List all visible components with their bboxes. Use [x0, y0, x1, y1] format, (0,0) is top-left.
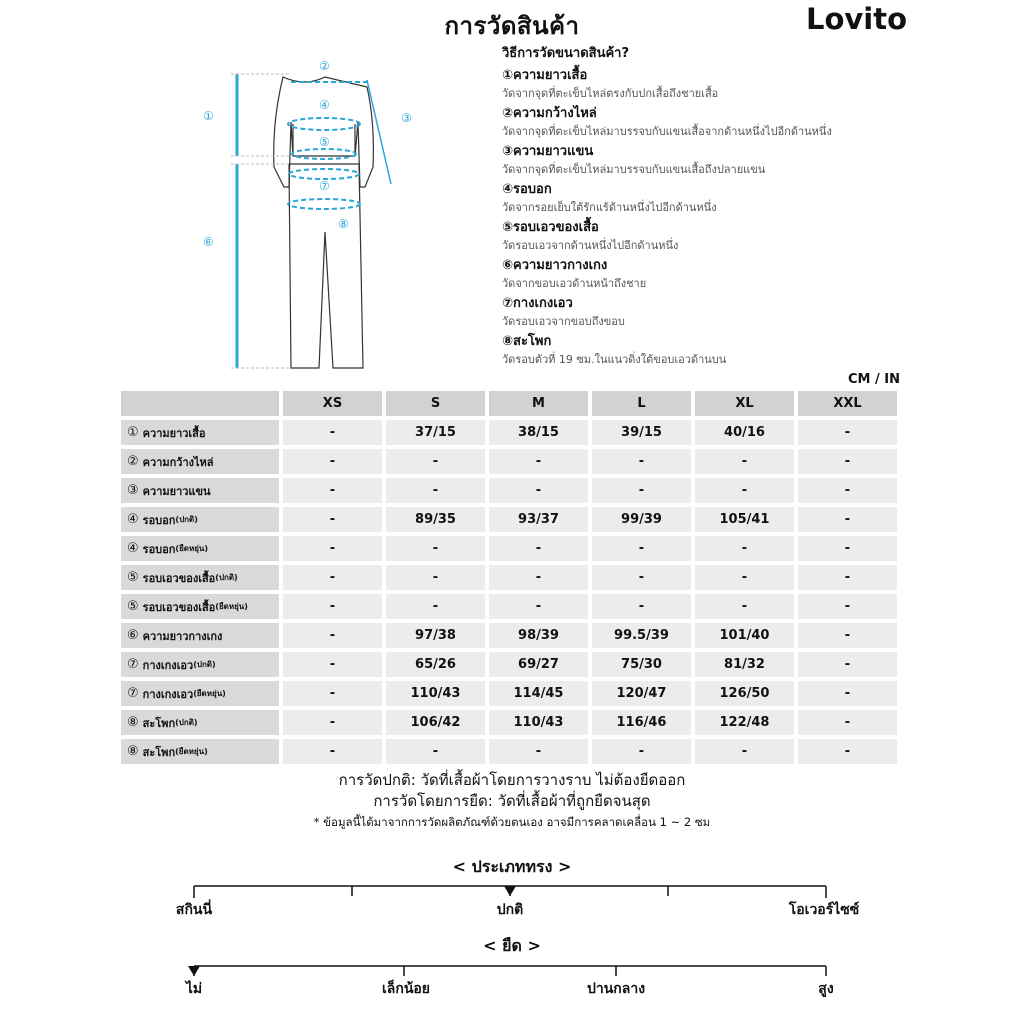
guide-item-title: ②ความกว้างไหล่ — [502, 106, 597, 121]
note-disclaimer: * ข้อมูลนี้ได้มาจากการวัดผลิตภัณฑ์ด้วยตนเอง อาจมีการคลาดเคลื่อน 1 ~ 2 ซม — [313, 815, 711, 829]
row-number: ⑤ — [127, 570, 139, 585]
table-row — [121, 652, 902, 677]
row-number: ⑥ — [127, 628, 139, 643]
row-label-note: (ยืดหยุ่น) — [193, 689, 226, 698]
row-number: ⑧ — [127, 715, 139, 730]
table-header-row — [121, 391, 902, 416]
size-value-cell: - — [798, 478, 897, 503]
guide-item-desc: วัดจากจุดที่ตะเข็บไหล่ตรงกับปกเสื้อถึงชายเสื้อ — [502, 87, 719, 100]
size-value-cell: - — [798, 507, 897, 532]
size-header: XXL — [798, 391, 897, 416]
size-value-cell: - — [798, 623, 897, 648]
garment-measurement-figure — [195, 52, 435, 382]
marker-4: ④ — [319, 98, 330, 112]
guide-item-title: ⑤รอบเอวของเสื้อ — [502, 220, 599, 235]
size-value-cell: - — [798, 739, 897, 764]
size-value-cell: 99/39 — [592, 507, 691, 532]
row-label-text: รอบเอวของเสื้อ — [142, 600, 216, 614]
guide-item — [502, 218, 922, 254]
size-header: S — [386, 391, 485, 416]
size-value-cell: - — [386, 739, 485, 764]
guide-item — [502, 142, 922, 178]
row-label-text: ความกว้างไหล่ — [142, 455, 214, 469]
marker-1: ① — [203, 109, 214, 123]
size-value-cell: - — [283, 507, 382, 532]
size-value-cell: - — [798, 594, 897, 619]
row-label — [121, 565, 279, 590]
size-value-cell: 81/32 — [695, 652, 794, 677]
guide-item-desc: วัดจากขอบเอวด้านหน้าถึงชาย — [502, 277, 647, 290]
size-header: XS — [283, 391, 382, 416]
size-value-cell: - — [798, 710, 897, 735]
row-label-note: (ปกติ) — [193, 660, 216, 669]
row-label-text: สะโพก — [142, 745, 176, 759]
size-value-cell: 106/42 — [386, 710, 485, 735]
row-number: ④ — [127, 541, 139, 556]
size-value-cell: - — [283, 536, 382, 561]
row-label-note: (ยืดหยุ่น) — [215, 602, 248, 611]
row-label-text: ความยาวกางเกง — [142, 629, 223, 643]
size-value-cell: - — [695, 594, 794, 619]
guide-item — [502, 104, 922, 140]
fit-label-oversize: โอเวอร์ไซซ์ — [788, 902, 860, 918]
row-label — [121, 652, 279, 677]
header-corner — [121, 391, 279, 416]
table-row — [121, 739, 902, 764]
size-value-cell: 101/40 — [695, 623, 794, 648]
row-label-note: (ยืดหยุ่น) — [175, 747, 208, 756]
size-value-cell: - — [592, 565, 691, 590]
size-value-cell: 75/30 — [592, 652, 691, 677]
size-header: L — [592, 391, 691, 416]
marker-8: ⑧ — [338, 217, 349, 231]
size-value-cell: - — [386, 594, 485, 619]
size-value-cell: - — [592, 739, 691, 764]
row-label-note: (ยืดหยุ่น) — [175, 544, 209, 553]
size-value-cell: 89/35 — [386, 507, 485, 532]
size-value-cell: - — [283, 710, 382, 735]
size-value-cell: - — [283, 565, 382, 590]
size-header: XL — [695, 391, 794, 416]
size-value-cell: - — [386, 565, 485, 590]
size-value-cell: - — [283, 449, 382, 474]
size-value-cell: - — [489, 565, 588, 590]
size-value-cell: 97/38 — [386, 623, 485, 648]
row-label — [121, 739, 279, 764]
row-label — [121, 623, 279, 648]
stretch-scale-title: < ยืด > — [483, 936, 541, 955]
row-label-text: กางเกงเอว — [142, 658, 194, 672]
size-value-cell: - — [489, 478, 588, 503]
stretch-label-medium: ปานกลาง — [586, 981, 646, 997]
row-label — [121, 420, 279, 445]
unit-label: CM / IN — [848, 372, 900, 387]
marker-7: ⑦ — [319, 179, 330, 193]
size-value-cell: - — [283, 420, 382, 445]
size-value-cell: - — [695, 565, 794, 590]
size-value-cell: - — [798, 536, 897, 561]
row-label-note: (ปกติ) — [215, 573, 238, 582]
guide-item-title: ⑥ความยาวกางเกง — [502, 258, 608, 273]
size-value-cell: - — [592, 449, 691, 474]
table-row — [121, 594, 902, 619]
size-value-cell: - — [489, 594, 588, 619]
size-value-cell: 39/15 — [592, 420, 691, 445]
row-number: ⑦ — [127, 657, 139, 672]
guide-item-desc: วัดจากรอยเย็บใต้รักแร้ด้านหนึ่งไปอีกด้านหนึ่ง — [502, 201, 717, 214]
table-row — [121, 536, 902, 561]
size-value-cell: 93/37 — [489, 507, 588, 532]
size-value-cell: - — [386, 536, 485, 561]
fit-scale-title: < ประเภททรง > — [452, 857, 572, 876]
guide-item-desc: วัดรอบตัวที่ 19 ซม.ในแนวดิ่งใต้ขอบเอวด้านบน — [502, 353, 727, 366]
table-row — [121, 623, 902, 648]
row-label-text: รอบเอวของเสื้อ — [142, 571, 216, 585]
guide-item-desc: วัดรอบเอวจากด้านหนึ่งไปอีกด้านหนึ่ง — [502, 239, 679, 252]
fit-label-regular: ปกติ — [496, 902, 524, 918]
size-value-cell: - — [695, 739, 794, 764]
note-normal: การวัดปกติ: วัดที่เสื้อผ้าโดยการวางราบ ไม่ต้องยืดออก — [338, 771, 686, 789]
row-number: ⑤ — [127, 599, 139, 614]
marker-2: ② — [319, 59, 330, 73]
size-value-cell: - — [695, 449, 794, 474]
size-value-cell: 37/15 — [386, 420, 485, 445]
guide-item-desc: วัดจากจุดที่ตะเข็บไหล่มาบรรจบกับแขนเสื้อถึงปลายแขน — [502, 163, 766, 176]
size-value-cell: - — [283, 478, 382, 503]
guide-item-title: ⑧สะโพก — [502, 334, 552, 349]
size-value-cell: - — [695, 478, 794, 503]
size-value-cell: 120/47 — [592, 681, 691, 706]
guide-item-desc: วัดจากจุดที่ตะเข็บไหล่มาบรรจบกับแขนเสื้อจากด้านหนึ่งไปอีกด้านหนึ่ง — [502, 125, 832, 138]
measurement-guide — [502, 42, 922, 370]
size-value-cell: - — [283, 739, 382, 764]
size-value-cell: - — [489, 449, 588, 474]
size-value-cell: 114/45 — [489, 681, 588, 706]
size-value-cell: - — [592, 478, 691, 503]
guide-item — [502, 256, 922, 292]
marker-3: ③ — [401, 111, 412, 125]
marker-5: ⑤ — [319, 135, 330, 149]
size-header: M — [489, 391, 588, 416]
row-label — [121, 594, 279, 619]
size-value-cell: - — [283, 594, 382, 619]
row-label-text: ความยาวเสื้อ — [142, 426, 206, 440]
size-value-cell: 99.5/39 — [592, 623, 691, 648]
size-value-cell: - — [592, 536, 691, 561]
size-value-cell: 69/27 — [489, 652, 588, 677]
fit-selected-marker — [504, 886, 516, 896]
guide-item-title: ③ความยาวแขน — [502, 144, 594, 159]
row-number: ③ — [127, 483, 139, 498]
size-value-cell: - — [798, 652, 897, 677]
size-value-cell: - — [283, 652, 382, 677]
row-number: ① — [127, 425, 139, 440]
table-row — [121, 565, 902, 590]
size-value-cell: - — [386, 449, 485, 474]
row-label-text: กางเกงเอว — [142, 687, 194, 701]
marker-6: ⑥ — [203, 235, 214, 249]
size-value-cell: 105/41 — [695, 507, 794, 532]
row-number: ② — [127, 454, 139, 469]
pants-outline — [289, 164, 363, 368]
size-value-cell: 116/46 — [592, 710, 691, 735]
row-label — [121, 449, 279, 474]
size-value-cell: 110/43 — [386, 681, 485, 706]
size-value-cell: - — [489, 739, 588, 764]
measurement-notes — [0, 770, 1024, 832]
row-number: ⑦ — [127, 686, 139, 701]
brand-logo: Lovito — [806, 2, 908, 36]
guide-item — [502, 180, 922, 216]
row-label-text: รอบอก — [142, 542, 176, 556]
size-value-cell: 126/50 — [695, 681, 794, 706]
note-stretch: การวัดโดยการยืด: วัดที่เสื้อผ้าที่ถูกยืดจนสุด — [373, 792, 651, 810]
stretch-selected-marker — [188, 966, 200, 976]
guide-item-title: ①ความยาวเสื้อ — [502, 68, 588, 83]
row-label — [121, 536, 279, 561]
size-value-cell: - — [283, 623, 382, 648]
row-label — [121, 478, 279, 503]
guide-item — [502, 332, 922, 368]
stretch-label-slight: เล็กน้อย — [381, 981, 431, 997]
table-row — [121, 449, 902, 474]
row-label — [121, 710, 279, 735]
table-row — [121, 710, 902, 735]
size-value-cell: - — [386, 478, 485, 503]
size-value-cell: - — [592, 594, 691, 619]
size-value-cell: 122/48 — [695, 710, 794, 735]
guide-item-desc: วัดรอบเอวจากขอบถึงขอบ — [502, 315, 625, 328]
size-value-cell: 98/39 — [489, 623, 588, 648]
size-value-cell: - — [695, 536, 794, 561]
page-title: การวัดสินค้า — [444, 12, 580, 40]
row-label-text: ความยาวแขน — [142, 484, 211, 498]
guide-item-title: ④รอบอก — [502, 182, 552, 197]
size-value-cell: 65/26 — [386, 652, 485, 677]
row-label-note: (ปกติ) — [175, 515, 198, 524]
size-value-cell: - — [798, 449, 897, 474]
row-label-note: (ปกติ) — [175, 718, 198, 727]
size-value-cell: - — [798, 420, 897, 445]
row-label-text: สะโพก — [142, 716, 176, 730]
size-value-cell: 40/16 — [695, 420, 794, 445]
size-value-cell: - — [798, 565, 897, 590]
guide-heading: วิธีการวัดขนาดสินค้า? — [502, 46, 630, 61]
row-label — [121, 681, 279, 706]
stretch-label-high: สูง — [818, 981, 834, 997]
guide-item-title: ⑦กางเกงเอว — [502, 296, 573, 311]
stretch-label-none: ไม่ — [185, 981, 203, 997]
row-number: ④ — [127, 512, 139, 527]
table-row — [121, 681, 902, 706]
size-value-cell: - — [798, 681, 897, 706]
row-label — [121, 507, 279, 532]
size-value-cell: - — [489, 536, 588, 561]
guide-item — [502, 66, 922, 102]
size-value-cell: 38/15 — [489, 420, 588, 445]
table-row — [121, 478, 902, 503]
table-row — [121, 507, 902, 532]
table-row — [121, 420, 902, 445]
row-label-text: รอบอก — [142, 513, 176, 527]
size-table — [121, 391, 902, 768]
row-number: ⑧ — [127, 744, 139, 759]
guide-item — [502, 294, 922, 330]
size-value-cell: - — [283, 681, 382, 706]
size-value-cell: 110/43 — [489, 710, 588, 735]
fit-label-skinny: สกินนี่ — [175, 902, 213, 918]
